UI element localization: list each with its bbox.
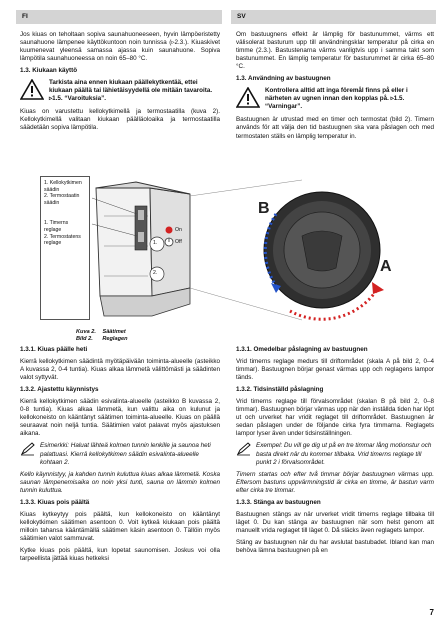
fi-warning-block bbox=[20, 79, 220, 103]
sv-section-1-3-body: Bastuugnen är utrustad med en timer och termostat (bild 2). Timern används för att välja den tid bastuugnen ska vara påslagen och med termostaten ställs en lämplig temperatur in. bbox=[236, 116, 434, 140]
figure-callout-box bbox=[40, 176, 90, 320]
callout-thermostat-sv: 2. Termostatens reglage bbox=[44, 233, 81, 247]
fi-section-1-3-3-body: Kiuas kytkeytyy pois päältä, kun kellokoneisto on kääntänyt kellokytkimen säätimen asentoon 0. Voit kytkeä kiukaan pois päältä milloin tahansa kääntämällä säätimen käsin asentoon 0. Tällöin myös säätimien valot sammuvat. bbox=[20, 510, 220, 542]
callout-timer-fi: 1. Kellokytkimen säädin bbox=[44, 180, 82, 193]
callout-thermostat-fi: 2. Termostaatin säädin bbox=[44, 193, 80, 206]
language-header-sv bbox=[231, 10, 436, 24]
sv-example-continued: Timern startas och efter två timmar börjar bastuugnen värmas upp. Eftersom bastuns uppvärmningstid är cirka en timme, är bastun varm efter cirka tre timmar. bbox=[236, 470, 434, 494]
pencil-icon bbox=[236, 442, 252, 456]
figure-caption-sv bbox=[76, 336, 128, 343]
warning-icon bbox=[20, 79, 44, 100]
warning-icon bbox=[236, 87, 260, 108]
fi-example-continued: Kello käynnistyy, ja kahden tunnin kuluttua kiuas alkaa lämmetä. Koska saunan lämpenemisaika on noin yksi tunti, sauna on lämmin kolmen tunnin kuluttua. bbox=[20, 470, 220, 494]
page-number: 7 bbox=[429, 608, 434, 617]
marker-2-label: 2. bbox=[153, 270, 158, 276]
header-label-fi: FI bbox=[22, 13, 28, 20]
sv-section-1-3-2-body: Vrid timerns reglage till förvalsområdet (skalan B på bild 2, 0–8 timmar). Bastuugnen börjar värmas upp när den inställda tiden har löpt ut och urverket har vridit reglaget till driftområdet. Bastuugnen är sedan påslagen under de följande cirka fyra timmarna. Reglagets lampor lyser även under tidsinställningen. bbox=[236, 398, 434, 438]
fi-section-1-3-body: Kiuas on varustettu kellokytkimellä ja termostaatilla (kuva 2). Kellokytkimellä valitaan kiukaan päälläoloaika ja termostaatilla säädetään sopiva lämpötila. bbox=[20, 108, 220, 132]
figure-illustration bbox=[40, 176, 412, 324]
figure-caption-fi bbox=[76, 329, 126, 336]
sv-section-1-3-1-title: 1.3.1. Omedelbar påslagning av bastuugnen bbox=[236, 346, 368, 353]
sv-section-1-3-title: 1.3. Användning av bastuugnen bbox=[236, 75, 331, 83]
language-header-fi bbox=[16, 10, 222, 24]
caption-text-fi: Säätimet bbox=[102, 329, 126, 335]
sv-example-block bbox=[236, 442, 434, 466]
sv-warning-text: Kontrollera alltid att inga föremål finns på eller i närheten av ugnen innan den kopplas på. ▹1.5. “Varningar”. bbox=[265, 87, 408, 111]
fi-section-1-3-3-body-2: Kytke kiuas pois päältä, kun lopetat saunomisen. Joskus voi olla tarpeellista jättää kiuas hetkeksi bbox=[20, 546, 220, 563]
sv-bottom-column bbox=[236, 346, 434, 559]
sv-section-1-3-3-title: 1.3.3. Stänga av bastuugnen bbox=[236, 498, 321, 506]
fi-intro: Jos kiuas on teholtaan sopiva saunahuoneeseen, hyvin lämpöeristetty saunahuone lämpenee käyttökuntoon noin tunnissa (▹2.3.). Kiuaskivet kuumenevat yleensä samassa ajassa kuin saunahuone. Sopiva lämpötila saunahuoneessa on noin 65–80 °C. bbox=[20, 31, 220, 63]
fi-bottom-column bbox=[20, 346, 220, 567]
sv-section-1-3-1-body: Vrid timerns reglage medurs till driftområdet (skala A på bild 2, 0–4 timmar). Bastuugnen börjar genast värmas upp och reglagens lampor tänds. bbox=[236, 358, 434, 382]
fi-section-1-3-1-body: Kierrä kellokytkimen säädintä myötäpäivään toiminta-alueelle (asteikko A kuvassa 2, 0-4 tuntia). Kiuas alkaa lämmetä välittömästi ja säädinten valot syttyvät. bbox=[20, 358, 220, 382]
sv-warning-block bbox=[236, 87, 434, 111]
scale-a-label: A bbox=[380, 258, 392, 275]
fi-section-1-3-3-title: 1.3.3. Kiuas pois päältä bbox=[20, 498, 90, 506]
pencil-icon bbox=[20, 442, 36, 456]
fi-top-column bbox=[20, 31, 220, 137]
caption-text-sv: Reglagen bbox=[102, 336, 128, 342]
sv-intro: Om bastuugnens effekt är lämplig för bastunummet, värms ett välisolerat basturum upp till användningsklar temperatur på cirka en timme (2.3.). Bastustenarna värms vanligtvis upp i samma takt som bastunummet. En lämplig temperatur för basturummet är cirka 65–80 °C. bbox=[236, 31, 434, 71]
marker-1-label: 1. bbox=[153, 240, 158, 246]
timer-knob-drawing bbox=[264, 192, 380, 308]
fi-section-1-3-1-title: 1.3.1. Kiuas päälle heti bbox=[20, 346, 88, 353]
on-label: On bbox=[175, 227, 182, 233]
fi-warning-text: Tarkista aina ennen kiukaan päällekytkentää, ettei kiukaan päällä tai lähietäisyydellä ole mitään tavaroita. ▹1.5. “Varoituksia”. bbox=[49, 79, 213, 103]
sv-top-column bbox=[236, 31, 434, 145]
fi-section-1-3-2-body: Kierrä kellokytkimen säädin esivalinta-alueelle (asteikko B kuvassa 2, 0-8 tuntia). Kiuas alkaa lämmetä, kun valittu aika on kulunut ja kellokoneisto on kääntänyt säätimen toiminta-alueelle. Kiuas on päällä seuraavat noin neljä tuntia. Säätimien valot palavat myös ajastuksen aikana. bbox=[20, 398, 220, 438]
scale-b-label: B bbox=[258, 200, 270, 217]
on-indicator-light bbox=[166, 227, 173, 234]
fi-example-block bbox=[20, 442, 220, 466]
callout-timer-sv: 1. Timerns reglage bbox=[44, 220, 69, 233]
figure-controls bbox=[40, 176, 412, 324]
fi-section-1-3-title: 1.3. Kiukaan käyttö bbox=[20, 67, 78, 75]
sv-section-1-3-3-body: Bastuugnen stängs av när urverket vridit timerns reglage tillbaka till läget 0. Du kan stänga av bastuugnen när som helst genom att manuellt vrida reglaget till läget 0. Då släcks även reglagets lampor. bbox=[236, 510, 434, 534]
fi-example-text: Esimerkki: Haluat lähteä kolmen tunnin lenkille ja saunoa heti palattuasi. Kierrä kellokytkimen säädin esivalinta-alueelle kohtaan 2. bbox=[40, 442, 211, 466]
header-label-sv: SV bbox=[237, 13, 246, 20]
off-label: Off bbox=[175, 239, 182, 245]
sv-example-text: Exempel: Du vill ge dig ut på en tre timmar lång motionstur och basta direkt när du kommer tillbaka. Vrid timerns reglage till punkt 2 i förvalsområdet. bbox=[256, 442, 432, 466]
heater-drawing bbox=[96, 182, 190, 316]
fi-section-1-3-2-title: 1.3.2. Ajastettu käynnistys bbox=[20, 386, 99, 394]
sv-section-1-3-3-body-2: Stäng av bastuugnen när du har avslutat bastubadet. Ibland kan man behöva lämna bastuugnen på en bbox=[236, 538, 434, 554]
caption-label-fi: Kuva 2. bbox=[76, 329, 96, 335]
sv-section-1-3-2-title: 1.3.2. Tidsinställd påslagning bbox=[236, 386, 324, 394]
caption-label-sv: Bild 2. bbox=[76, 336, 93, 342]
